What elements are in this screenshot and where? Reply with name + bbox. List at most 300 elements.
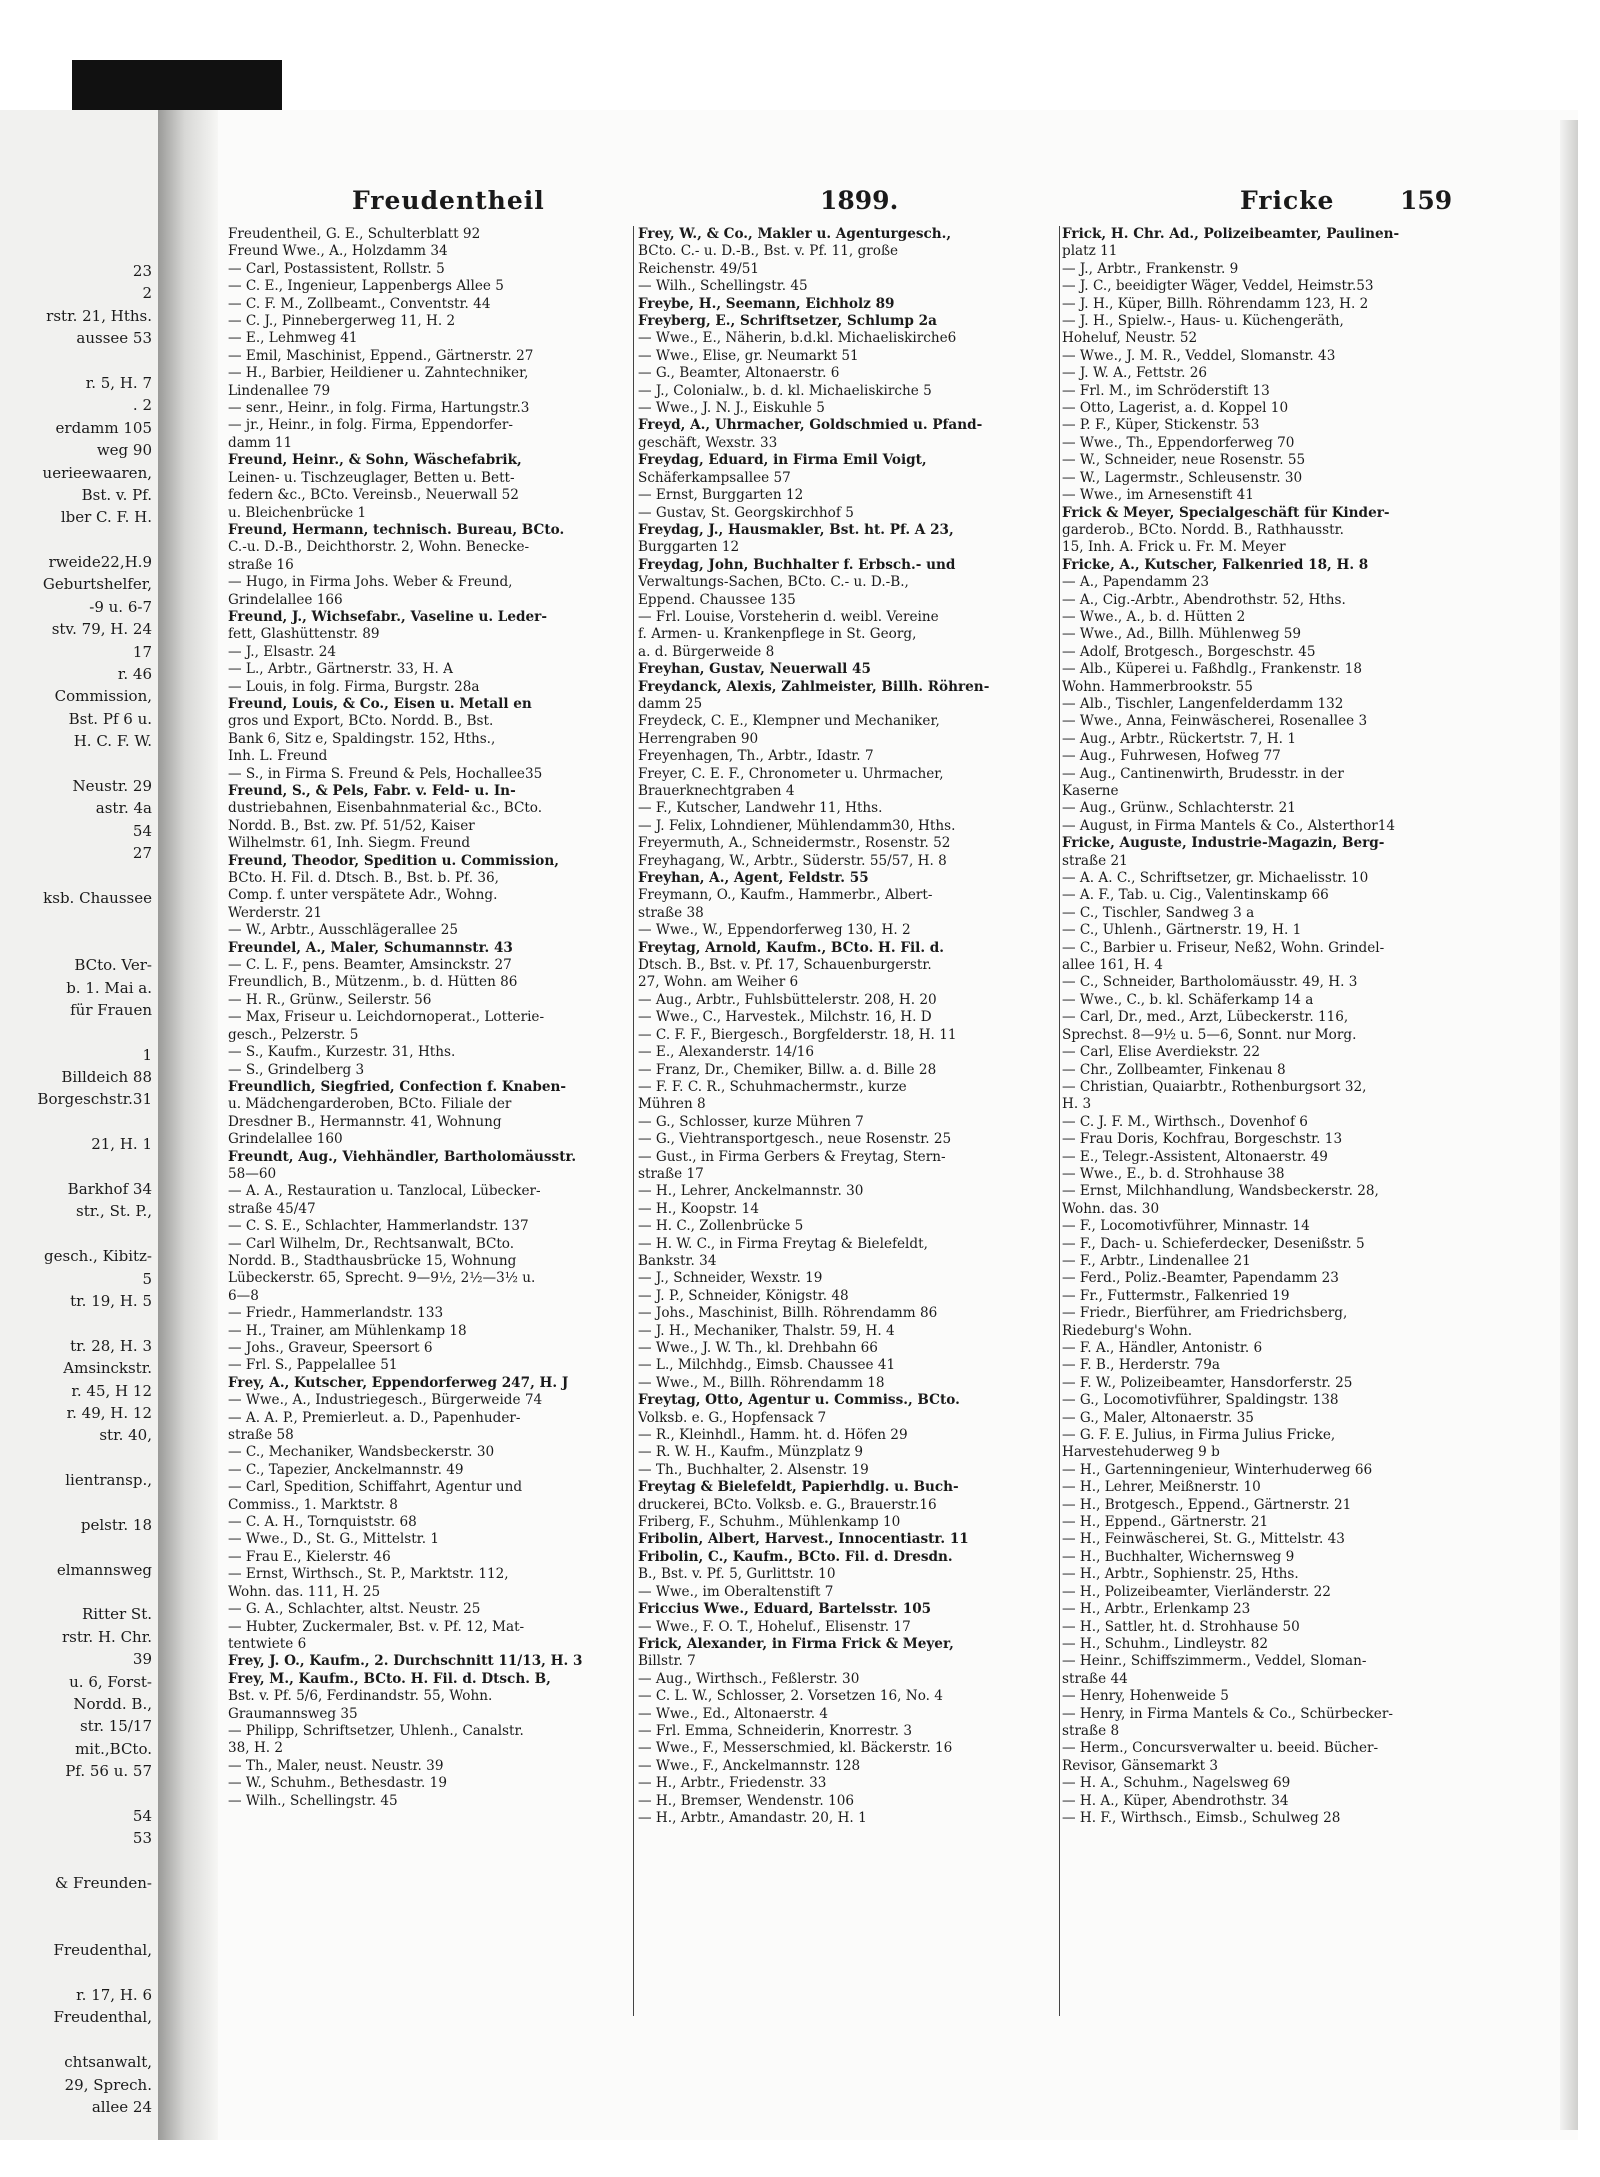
directory-entry-line: — G. F. E. Julius, in Firma Julius Fricke, — [1062, 1427, 1336, 1444]
directory-entry-line: — Max, Friseur u. Leichdornoperat., Lotterie- — [228, 1009, 545, 1026]
directory-entry: Freund, Louis, & Co., Eisen u. Metall en — [228, 695, 532, 712]
facing-page-fragment: elmannsweg — [56, 1560, 152, 1579]
directory-entry-line: Harvestehuderweg 9 b — [1062, 1444, 1220, 1461]
facing-page-fragment: str. 40, — [99, 1426, 152, 1445]
directory-entry-line: — H., Trainer, am Mühlenkamp 18 — [228, 1322, 467, 1339]
facing-page-fragment: r. 17, H. 6 — [76, 1986, 152, 2005]
directory-entry-line: — F. A., Händler, Antonistr. 6 — [1062, 1340, 1263, 1356]
directory-entry-line: — Christian, Quaiarbtr., Rothenburgsort 32, — [1062, 1078, 1367, 1095]
directory-entry: Freytag & Bielefeldt, Papierhdlg. u. Buch- — [638, 1479, 959, 1496]
directory-entry-line: — C. J. F. M., Wirthsch., Dovenhof 6 — [1062, 1113, 1308, 1130]
directory-entry-line: — J. W. A., Fettstr. 26 — [1062, 365, 1208, 382]
directory-entry-line: — Wwe., Anna, Feinwäscherei, Rosenallee 3 — [1062, 713, 1368, 730]
facing-page-fragment: Neustr. 29 — [72, 776, 152, 795]
directory-entry-line: — Johs., Graveur, Speersort 6 — [228, 1340, 433, 1356]
directory-entry-line: Nordd. B., Stadthausbrücke 15, Wohnung — [228, 1252, 517, 1269]
directory-entry-line: — J. H., Spielw.-, Haus- u. Küchengeräth, — [1062, 313, 1344, 330]
directory-entry-line: damm 25 — [638, 695, 703, 712]
directory-entry-line: garderob., BCto. Nordd. B., Rathhausstr. — [1062, 521, 1344, 538]
directory-entry: Frey, A., Kutscher, Eppendorferweg 247, H. J — [228, 1374, 569, 1391]
directory-entry-line: — Wwe., E., b. d. Strohhause 38 — [1062, 1165, 1285, 1182]
directory-entry-line: — J., Arbtr., Frankenstr. 9 — [1062, 260, 1239, 277]
directory-entry-line: Inh. L. Freund — [228, 748, 328, 765]
directory-entry: Freybe, H., Seemann, Eichholz 89 — [638, 295, 895, 312]
directory-entry-line: Brauerknechtgraben 4 — [638, 783, 795, 799]
directory-entry: Fricke, A., Kutscher, Falkenried 18, H. 8 — [1062, 556, 1369, 573]
directory-entry-line: — Gustav, St. Georgskirchhof 5 — [638, 504, 854, 521]
directory-entry-line: — Friedr., Hammerlandstr. 133 — [228, 1305, 444, 1322]
facing-page-fragment: Freudenthal, — [53, 1941, 152, 1960]
facing-page-fragment — [0, 1491, 158, 1513]
directory-entry-line: — W., Lagermstr., Schleusenstr. 30 — [1062, 469, 1303, 486]
directory-entry-line: — Frl. M., im Schröderstift 13 — [1062, 382, 1270, 399]
directory-entry-line: — Carl, Elise Averdiekstr. 22 — [1062, 1044, 1261, 1061]
directory-entry-line: 38, H. 2 — [228, 1740, 284, 1757]
directory-entry-line: gesch., Pelzerstr. 5 — [228, 1026, 359, 1043]
directory-entry: Fricke, Auguste, Industrie-Magazin, Berg- — [1062, 835, 1385, 852]
facing-page-fragment — [0, 1447, 158, 1469]
facing-page-fragment: 5 — [142, 1269, 152, 1288]
directory-entry: Freyberg, E., Schriftsetzer, Schlump 2a — [638, 313, 937, 330]
directory-entry-line: — A. A., Restauration u. Tanzlocal, Lübecker- — [228, 1183, 541, 1200]
directory-entry-line: — Frau E., Kielerstr. 46 — [228, 1548, 391, 1565]
directory-entry-line: — A. F., Tab. u. Cig., Valentinskamp 66 — [1062, 887, 1329, 904]
directory-entry-line: Verwaltungs-Sachen, BCto. C.- u. D.-B., — [638, 574, 909, 591]
directory-entry-line: — Aug., Grünw., Schlachterstr. 21 — [1062, 800, 1296, 817]
directory-entry-line: — Aug., Wirthsch., Feßlerstr. 30 — [638, 1670, 860, 1687]
directory-entry: Fribolin, C., Kaufm., BCto. Fil. d. Dresdn. — [638, 1548, 953, 1565]
facing-page-fragment: r. 46 — [117, 665, 152, 684]
directory-entry-line: gros und Export, BCto. Nordd. B., Bst. — [228, 713, 494, 730]
directory-entry-line: — H., Lehrer, Meißnerstr. 10 — [1062, 1479, 1261, 1496]
directory-entry-line: — Th., Buchhalter, 2. Alsenstr. 19 — [638, 1461, 869, 1478]
facing-page-fragment: erdamm 105 — [55, 418, 152, 437]
directory-entry-line: — H. R., Grünw., Seilerstr. 56 — [228, 991, 432, 1008]
directory-entry: Freytag, Arnold, Kaufm., BCto. H. Fil. d. — [638, 939, 945, 956]
facing-page-fragment: lientransp., — [65, 1471, 152, 1490]
directory-entry-line: — Wwe., C., b. kl. Schäferkamp 14 a — [1062, 991, 1314, 1008]
facing-page-fragment: mit.,BCto. — [75, 1739, 152, 1758]
facing-page-fragment — [0, 909, 158, 931]
directory-entry-line: — Ferd., Poliz.-Beamter, Papendamm 23 — [1062, 1270, 1339, 1287]
facing-page-fragment: 27 — [132, 844, 152, 863]
facing-page-fragment: rweide22,H.9 — [48, 553, 152, 572]
directory-entry-line: Revisor, Gänsemarkt 3 — [1062, 1757, 1219, 1774]
directory-entry: Freydag, J., Hausmakler, Bst. ht. Pf. A 23, — [638, 521, 954, 538]
directory-entry-line: — L., Milchhdg., Eimsb. Chaussee 41 — [638, 1357, 896, 1374]
directory-entry-line: — H., Arbtr., Friedenstr. 33 — [638, 1775, 827, 1792]
facing-page-edge — [0, 110, 160, 2140]
directory-entry-line: — C. L. F., pens. Beamter, Amsinckstr. 27 — [228, 957, 512, 974]
directory-entry-line: — E., Alexanderstr. 14/16 — [638, 1044, 815, 1061]
directory-entry: Fribolin, Albert, Harvest., Innocentiastr. 11 — [638, 1531, 969, 1548]
facing-page-fragment — [0, 529, 158, 551]
directory-entry-line: — Heinr., Schiffszimmerm., Veddel, Sloman- — [1062, 1653, 1367, 1670]
facing-page-fragment: stv. 79, H. 24 — [51, 620, 152, 639]
facing-page-fragment: . 2 — [132, 396, 152, 415]
facing-page-fragment: astr. 4a — [95, 799, 152, 818]
directory-entry-line: — Friedr., Bierführer, am Friedrichsberg, — [1062, 1305, 1348, 1322]
directory-entry-line: — Ernst, Milchhandlung, Wandsbeckerstr. 28, — [1062, 1183, 1379, 1200]
facing-page-fragment — [0, 1962, 158, 1984]
directory-entry-line: — Alb., Küperei u. Faßhdlg., Frankenstr. 18 — [1062, 661, 1363, 678]
directory-entry-line: — Wwe., C., Harvestek., Milchstr. 16, H. D — [638, 1009, 932, 1026]
directory-entry-line: — Hubter, Zuckermaler, Bst. v. Pf. 12, Mat- — [228, 1618, 525, 1635]
directory-entry-line: — J. H., Mechaniker, Thalstr. 59, H. 4 — [638, 1322, 895, 1339]
directory-entry: Frick, H. Chr. Ad., Polizeibeamter, Paulinen- — [1062, 226, 1400, 242]
directory-entry-line: f. Armen- u. Krankenpflege in St. Georg, — [638, 626, 917, 643]
directory-entry-line: — Otto, Lagerist, a. d. Koppel 10 — [1062, 400, 1289, 417]
page-number: 159 — [1400, 186, 1453, 215]
binding-strip — [72, 60, 282, 116]
directory-entry-line: — Frl. Louise, Vorsteherin d. weibl. Vereine — [638, 608, 939, 625]
directory-entry-line: — Philipp, Schriftsetzer, Uhlenh., Canalstr. — [228, 1722, 524, 1739]
facing-page-fragment: str., St. P., — [76, 1202, 152, 1221]
directory-entry-line: Wohn. das. 111, H. 25 — [228, 1583, 381, 1600]
directory-entry: Freund, Hermann, technisch. Bureau, BCto. — [228, 521, 565, 538]
facing-page-fragment — [0, 1223, 158, 1245]
facing-page-fragment: allee 24 — [91, 2098, 152, 2117]
directory-entry: Freyenhagen, Th., Arbtr., Idastr. 7 — [638, 748, 874, 765]
directory-entry-line: — C. J., Pinnebergerweg 11, H. 2 — [228, 313, 456, 330]
directory-entry-line: — F., Locomotivführer, Minnastr. 14 — [1062, 1218, 1310, 1235]
facing-page-fragment: 53 — [132, 1829, 152, 1848]
directory-entry-line: — G., Viehtransportgesch., neue Rosenstr. 25 — [638, 1131, 952, 1148]
header-year: 1899. — [820, 186, 899, 215]
directory-entry-line: — H. W. C., in Firma Freytag & Bielefeldt, — [638, 1235, 928, 1252]
facing-page-fragment — [0, 932, 158, 954]
directory-entry-line: — A. A. P., Premierleut. a. D., Papenhuder- — [228, 1409, 521, 1426]
directory-entry-line: — H., Gartenningenieur, Winterhuderweg 66 — [1062, 1461, 1373, 1478]
directory-entry-line: — C. E., Ingenieur, Lappenbergs Allee 5 — [228, 278, 504, 295]
directory-entry-line: 58—60 — [228, 1165, 277, 1182]
directory-entry-line: C.-u. D.-B., Deichthorstr. 2, Wohn. Benecke- — [228, 539, 530, 556]
directory-entry: Freydag, Eduard, in Firma Emil Voigt, — [638, 452, 927, 469]
directory-entry-line: — F., Dach- u. Schieferdecker, Desenißstr. 5 — [1062, 1235, 1365, 1252]
directory-entry-line: druckerei, BCto. Volksb. e. G., Brauerstr.16 — [638, 1496, 937, 1513]
directory-entry: Freund, Heinr., & Sohn, Wäschefabrik, — [228, 452, 522, 469]
directory-entry-line: allee 161, H. 4 — [1062, 957, 1163, 974]
directory-entry-line: — H., Lehrer, Anckelmannstr. 30 — [638, 1183, 864, 1200]
facing-page-fragment: H. C. F. W. — [73, 732, 152, 751]
directory-entry-line: — Hugo, in Firma Johs. Weber & Freund, — [228, 574, 513, 591]
directory-entry-line: — Wwe., im Oberaltenstift 7 — [638, 1583, 834, 1600]
directory-entry-line: — Louis, in folg. Firma, Burgstr. 28a — [228, 678, 480, 695]
facing-page-fragment: für Frauen — [70, 1000, 152, 1019]
directory-entry-line: Dtsch. B., Bst. v. Pf. 17, Schauenburgerstr. — [638, 957, 932, 974]
directory-entry-line: Comp. f. unter verspätete Adr., Wohng. — [228, 887, 498, 904]
directory-entry-line: Sprechst. 8—9½ u. 5—6, Sonnt. nur Morg. — [1062, 1026, 1357, 1043]
directory-entry-line: straße 8 — [1062, 1722, 1120, 1739]
facing-page-fragment: Billdeich 88 — [61, 1068, 152, 1087]
facing-page-fragment — [0, 1783, 158, 1805]
directory-entry-line: tentwiete 6 — [228, 1635, 307, 1652]
facing-page-fragment: chtsanwalt, — [64, 2053, 152, 2072]
facing-page-fragment — [0, 1895, 158, 1917]
directory-entry-line: straße 45/47 — [228, 1200, 316, 1217]
directory-entry-line: — H., Bremser, Wendenstr. 106 — [638, 1792, 855, 1809]
directory-entry-line: — Carl, Spedition, Schiffahrt, Agentur und — [228, 1479, 523, 1496]
facing-page-fragment: Commission, — [54, 687, 152, 706]
directory-entry-line: — H., Feinwäscherei, St. G., Mittelstr. 43 — [1062, 1531, 1345, 1548]
directory-entry-line: Hoheluf, Neustr. 52 — [1062, 330, 1198, 347]
directory-entry-line: — H., Eppend., Gärtnerstr. 21 — [1062, 1514, 1269, 1531]
header-left-keyword: Freudentheil — [352, 186, 545, 215]
facing-page-fragment — [0, 1312, 158, 1334]
directory-entry-line: — Frau Doris, Kochfrau, Borgeschstr. 13 — [1062, 1131, 1343, 1148]
directory-entry: Freundlich, B., Mützenm., b. d. Hütten 86 — [228, 974, 518, 991]
page-edge-shadow — [1560, 120, 1578, 2130]
directory-entry-line: — R., Kleinhdl., Hamm. ht. d. Höfen 29 — [638, 1427, 908, 1444]
directory-entry-line: straße 17 — [638, 1165, 704, 1182]
facing-page-fragment: 1 — [142, 1045, 152, 1064]
directory-entry-line: — Wwe., F., Messerschmied, kl. Bäckerstr. 16 — [638, 1740, 953, 1757]
facing-page-fragment — [0, 350, 158, 372]
facing-page-fragment: u. 6, Forst- — [69, 1672, 152, 1691]
directory-entry-line: — C. F. M., Zollbeamt., Conventstr. 44 — [228, 295, 491, 312]
facing-page-fragment: r. 45, H 12 — [71, 1381, 152, 1400]
directory-entry-line: Grindelallee 160 — [228, 1131, 343, 1148]
directory-entry-line: — senr., Heinr., in folg. Firma, Hartungstr.3 — [228, 400, 530, 417]
directory-entry: Freymann, O., Kaufm., Hammerbr., Albert- — [638, 887, 933, 904]
directory-entry-line: — L., Arbtr., Gärtnerstr. 33, H. A — [228, 661, 453, 678]
directory-entry-line: Bank 6, Sitz e, Spaldingstr. 152, Hths., — [228, 730, 496, 747]
directory-entry-line: — J., Colonialw., b. d. kl. Michaeliskirche 5 — [638, 382, 932, 399]
directory-entry-line: 6—8 — [228, 1287, 259, 1304]
directory-entry-line: — W., Schuhm., Bethesdastr. 19 — [228, 1775, 447, 1792]
directory-entry-line: u. Mädchengarderoben, BCto. Filiale der — [228, 1096, 512, 1113]
facing-page-fragment: 23 — [132, 262, 152, 280]
directory-entry-line: Mühren 8 — [638, 1096, 706, 1113]
directory-entry-line: — F. B., Herderstr. 79a — [1062, 1357, 1220, 1374]
directory-entry-line: Bankstr. 34 — [638, 1252, 717, 1269]
directory-entry-line: federn &c., BCto. Vereinsb., Neuerwall 52 — [228, 487, 519, 504]
directory-entry-line: Kaserne — [1062, 783, 1119, 799]
directory-entry: Freyermuth, A., Schneidermstr., Rosenstr. 52 — [638, 835, 951, 852]
directory-entry-line: — J. C., beeidigter Wäger, Veddel, Heimstr.53 — [1062, 278, 1374, 295]
directory-entry-line: Lindenallee 79 — [228, 382, 331, 399]
directory-entry-line: — A. A. C., Schriftsetzer, gr. Michaelisstr. 10 — [1062, 870, 1369, 887]
directory-entry-line: — F., Kutscher, Landwehr 11, Hths. — [638, 800, 883, 817]
directory-entry-line: — R. W. H., Kaufm., Münzplatz 9 — [638, 1444, 864, 1461]
directory-entry-line: Graumannsweg 35 — [228, 1705, 358, 1722]
facing-page-fragment: tr. 19, H. 5 — [70, 1291, 152, 1310]
directory-entry-line: — Wwe., F., Anckelmannstr. 128 — [638, 1757, 861, 1774]
directory-entry-line: — G., Beamter, Altonaerstr. 6 — [638, 365, 840, 382]
directory-entry-line: — H. C., Zollenbrücke 5 — [638, 1218, 804, 1235]
directory-entry-line: — A., Papendamm 23 — [1062, 574, 1210, 591]
directory-entry: Freund, S., & Pels, Fabr. v. Feld- u. In- — [228, 783, 516, 799]
directory-entry-line: — S., Grindelberg 3 — [228, 1061, 365, 1078]
facing-page-fragment: uerieewaaren, — [42, 463, 152, 482]
facing-page-fragment: r. 49, H. 12 — [66, 1403, 152, 1422]
directory-entry-line: — S., Kaufm., Kurzestr. 31, Hths. — [228, 1044, 456, 1061]
directory-entry-line: — H. F., Wirthsch., Eimsb., Schulweg 28 — [1062, 1809, 1341, 1826]
directory-entry-line: — C., Uhlenh., Gärtnerstr. 19, H. 1 — [1062, 922, 1302, 939]
directory-column-3 — [1062, 226, 1472, 2026]
directory-entry-line: — Ernst, Wirthsch., St. P., Marktstr. 112, — [228, 1566, 509, 1583]
directory-entry-line: — H., Sattler, ht. d. Strohhause 50 — [1062, 1618, 1300, 1635]
facing-page-fragment — [0, 1021, 158, 1043]
directory-entry-line: — E., Telegr.-Assistent, Altonaerstr. 49 — [1062, 1148, 1328, 1165]
facing-page-fragment — [0, 1917, 158, 1939]
directory-entry: Freydeck, C. E., Klempner und Mechaniker, — [638, 713, 940, 730]
directory-entry-line: — Carl, Postassistent, Rollstr. 5 — [228, 260, 445, 277]
directory-entry-line: — Emil, Maschinist, Eppend., Gärtnerstr. 27 — [228, 347, 534, 364]
directory-column-1 — [228, 226, 630, 2026]
directory-entry-line: — Gust., in Firma Gerbers & Freytag, Stern- — [638, 1148, 946, 1165]
facing-page-fragment: str. 15/17 — [79, 1717, 152, 1736]
directory-entry-line: Volksb. e. G., Hopfensack 7 — [638, 1409, 827, 1426]
directory-entry: Freyhan, Gustav, Neuerwall 45 — [638, 661, 871, 678]
facing-page-fragment: 54 — [132, 1806, 152, 1825]
facing-page-fragment: Nordd. B., — [73, 1695, 152, 1713]
directory-entry: Frey, J. O., Kaufm., 2. Durchschnitt 11/13, H. 3 — [228, 1653, 583, 1670]
directory-entry-line: — J., Schneider, Wexstr. 19 — [638, 1270, 823, 1287]
column-divider — [633, 226, 634, 2016]
directory-entry-line: Wilhelmstr. 61, Inh. Siegm. Freund — [228, 835, 471, 852]
directory-entry-line: straße 38 — [638, 904, 704, 921]
directory-entry-line: — W., Arbtr., Ausschlägerallee 25 — [228, 922, 459, 939]
directory-entry-line: — J., Elsastr. 24 — [228, 643, 337, 660]
directory-entry-line: B., Bst. v. Pf. 5, Gurlittstr. 10 — [638, 1566, 836, 1583]
directory-entry-line: — G., Schlosser, kurze Mühren 7 — [638, 1113, 864, 1130]
directory-entry: Freundel, A., Maler, Schumannstr. 43 — [228, 939, 513, 956]
directory-entry-line: Wohn. Hammerbrookstr. 55 — [1062, 678, 1253, 695]
facing-page-fragment: lber C. F. H. — [60, 508, 152, 527]
directory-entry-line: — Henry, Hohenweide 5 — [1062, 1688, 1229, 1705]
facing-page-fragment — [0, 1850, 158, 1872]
directory-entry-line: — H., Polizeibeamter, Vierländerstr. 22 — [1062, 1583, 1331, 1600]
book-gutter — [158, 110, 218, 2140]
facing-page-text-fragments — [0, 260, 158, 2118]
facing-page-fragment: ksb. Chaussee — [43, 888, 152, 907]
facing-page-fragment: Freudenthal, — [53, 2008, 152, 2027]
facing-page-fragment: Bst. v. Pf. — [81, 485, 152, 504]
facing-page-fragment: Pf. 56 u. 57 — [65, 1762, 152, 1781]
directory-entry-line: straße 58 — [228, 1427, 294, 1444]
directory-entry-line: u. Bleichenbrücke 1 — [228, 504, 367, 521]
directory-entry-line: Herrengraben 90 — [638, 730, 759, 747]
directory-entry: Freund Wwe., A., Holzdamm 34 — [228, 243, 448, 260]
directory-entry-line: — E., Lehmweg 41 — [228, 330, 358, 347]
directory-entry-line: — Wwe., D., St. G., Mittelstr. 1 — [228, 1531, 439, 1548]
facing-page-fragment: Barkhof 34 — [67, 1180, 152, 1199]
facing-page-fragment: 54 — [132, 821, 152, 840]
facing-page-fragment: rstr. H. Chr. — [62, 1627, 152, 1646]
directory-entry: Frick, Alexander, in Firma Frick & Meyer, — [638, 1635, 954, 1652]
directory-entry-line: — Aug., Fuhrwesen, Hofweg 77 — [1062, 748, 1281, 765]
directory-entry-line: — Wwe., E., Näherin, b.d.kl. Michaeliskirche6 — [638, 330, 957, 347]
directory-entry-line: — Wwe., A., b. d. Hütten 2 — [1062, 608, 1246, 625]
directory-entry-line: Werderstr. 21 — [228, 904, 323, 921]
directory-entry-line: — jr., Heinr., in folg. Firma, Eppendorfer- — [228, 417, 513, 434]
directory-entry: Freundlich, Siegfried, Confection f. Knaben- — [228, 1078, 567, 1095]
facing-page-fragment — [0, 1536, 158, 1558]
running-header — [230, 186, 1520, 226]
facing-page-fragment: 17 — [132, 642, 152, 661]
directory-entry-line: — Wwe., Ad., Billh. Mühlenweg 59 — [1062, 626, 1302, 643]
directory-entry: Freund, Theodor, Spedition u. Commission, — [228, 852, 559, 869]
directory-entry-line: fett, Glashüttenstr. 89 — [228, 626, 380, 643]
directory-entry-line: geschäft, Wexstr. 33 — [638, 434, 778, 451]
directory-entry: Freydanck, Alexis, Zahlmeister, Billh. Röhren- — [638, 678, 990, 695]
directory-entry-line: — H., Arbtr., Sophienstr. 25, Hths. — [1062, 1566, 1299, 1583]
directory-entry-line: — Fr., Futtermstr., Falkenried 19 — [1062, 1287, 1290, 1304]
directory-entry: Freyhagang, W., Arbtr., Süderstr. 55/57, H. 8 — [638, 852, 947, 869]
directory-entry-line: — H., Buchhalter, Wichernsweg 9 — [1062, 1548, 1295, 1565]
facing-page-fragment: rstr. 21, Hths. — [46, 306, 152, 325]
directory-entry-line: H. 3 — [1062, 1096, 1092, 1113]
facing-page-fragment: Borgeschstr.31 — [37, 1090, 152, 1109]
directory-entry: Frey, W., & Co., Makler u. Agenturgesch., — [638, 226, 952, 242]
directory-entry-line: Wohn. das. 30 — [1062, 1200, 1160, 1217]
directory-entry-line: — Ernst, Burggarten 12 — [638, 487, 804, 504]
directory-entry: Freundt, Aug., Viehhändler, Bartholomäusstr. — [228, 1148, 577, 1165]
directory-entry-line: — G., Locomotivführer, Spaldingstr. 138 — [1062, 1392, 1339, 1409]
directory-entry-line: a. d. Bürgerweide 8 — [638, 643, 775, 660]
directory-entry-line: — Wwe., Ed., Altonaerstr. 4 — [638, 1705, 829, 1722]
directory-entry-line: — Henry, in Firma Mantels & Co., Schürbecker- — [1062, 1705, 1393, 1722]
directory-entry: Freyd, A., Uhrmacher, Goldschmied u. Pfand- — [638, 417, 983, 434]
directory-entry-line: — Frl. S., Pappelallee 51 — [228, 1357, 398, 1374]
directory-entry-line: — Wwe., A., Industriegesch., Bürgerweide 74 — [228, 1392, 543, 1409]
directory-entry: Freyhan, A., Agent, Feldstr. 55 — [638, 870, 869, 887]
directory-entry-line: dustriebahnen, Eisenbahnmaterial &c., BCto. — [228, 800, 543, 817]
directory-entry-line: — Wwe., im Arnesenstift 41 — [1062, 487, 1254, 504]
directory-entry-line: — C. A. H., Tornquiststr. 68 — [228, 1514, 417, 1531]
directory-entry-line: — A., Cig.-Arbtr., Abendrothstr. 52, Hths. — [1062, 591, 1346, 608]
directory-entry-line: — Adolf, Brotgesch., Borgeschstr. 45 — [1062, 643, 1316, 660]
directory-entry-line: straße 44 — [1062, 1670, 1128, 1687]
directory-entry-line: — W., Schneider, neue Rosenstr. 55 — [1062, 452, 1306, 469]
directory-entry-line: — H. A., Schuhm., Nagelsweg 69 — [1062, 1775, 1291, 1792]
facing-page-fragment: Amsinckstr. — [63, 1359, 152, 1378]
directory-entry-line: — Wilh., Schellingstr. 45 — [228, 1792, 398, 1809]
directory-entry-line: — Wwe., J. N. J., Eiskuhle 5 — [638, 400, 825, 417]
directory-entry-line: — Wwe., M., Billh. Röhrendamm 18 — [638, 1374, 885, 1391]
directory-entry-line: Leinen- u. Tischzeuglager, Betten u. Bett- — [228, 469, 515, 486]
facing-page-fragment: 39 — [132, 1650, 152, 1669]
column-divider — [1059, 226, 1060, 2016]
directory-entry-line: — C., Mechaniker, Wandsbeckerstr. 30 — [228, 1444, 495, 1461]
directory-entry-line: — F. F. C. R., Schuhmachermstr., kurze — [638, 1078, 907, 1095]
directory-entry-line: — Wwe., W., Eppendorferweg 130, H. 2 — [638, 922, 911, 939]
directory-entry-line: Dresdner B., Hermannstr. 41, Wohnung — [228, 1113, 502, 1130]
directory-entry-line: — Johs., Maschinist, Billh. Röhrendamm 86 — [638, 1305, 938, 1322]
facing-page-fragment: Bst. Pf 6 u. — [68, 709, 152, 728]
directory-entry: Freyer, C. E. F., Chronometer u. Uhrmacher, — [638, 765, 944, 782]
directory-entry-line: — C., Barbier u. Friseur, Neß2, Wohn. Grindel- — [1062, 939, 1385, 956]
directory-entry-line: Riedeburg's Wohn. — [1062, 1322, 1193, 1339]
directory-entry-line: platz 11 — [1062, 243, 1118, 260]
directory-entry-line: — Wwe., Elise, gr. Neumarkt 51 — [638, 347, 859, 364]
directory-entry-line: — C. L. W., Schlosser, 2. Vorsetzen 16, No. 4 — [638, 1688, 943, 1705]
facing-page-fragment — [0, 865, 158, 887]
facing-page-fragment: tr. 28, H. 3 — [70, 1336, 152, 1355]
facing-page-fragment — [0, 1111, 158, 1133]
directory-entry-line: — J. P., Schneider, Königstr. 48 — [638, 1287, 849, 1304]
directory-entry-line: Eppend. Chaussee 135 — [638, 591, 796, 608]
facing-page-fragment: Geburtshelfer, — [42, 575, 152, 594]
directory-entry-line: — P. F., Küper, Stickenstr. 53 — [1062, 417, 1260, 434]
directory-entry-line: — C., Schneider, Bartholomäusstr. 49, H. 3 — [1062, 974, 1358, 991]
directory-entry-line: — Carl Wilhelm, Dr., Rechtsanwalt, BCto. — [228, 1235, 515, 1252]
directory-entry: Freydag, John, Buchhalter f. Erbsch.- und — [638, 556, 956, 573]
directory-entry-line: — Franz, Dr., Chemiker, Billw. a. d. Bille 28 — [638, 1061, 937, 1078]
directory-entry-line: — H., Koopstr. 14 — [638, 1200, 759, 1217]
directory-entry-line: — H., Brotgesch., Eppend., Gärtnerstr. 21 — [1062, 1496, 1352, 1513]
